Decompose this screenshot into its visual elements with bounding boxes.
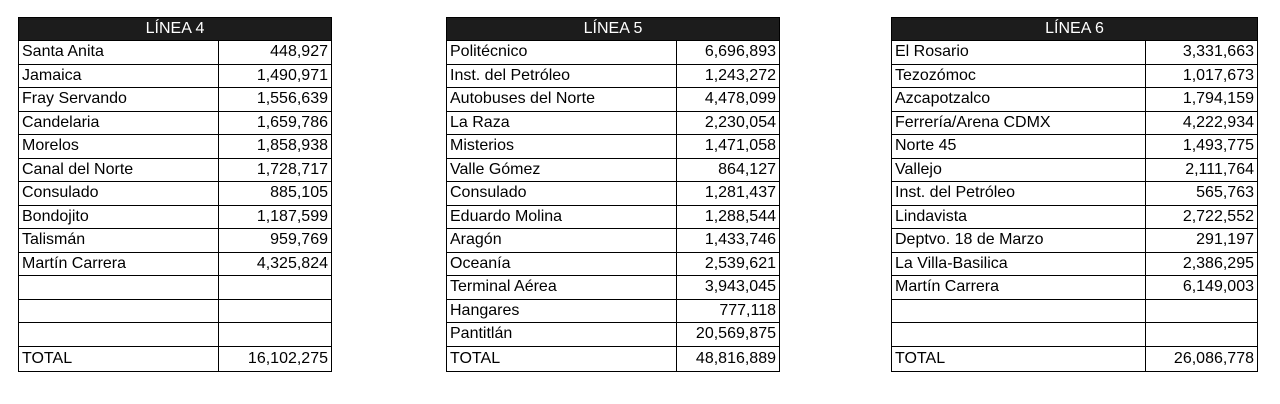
station-name	[19, 276, 219, 300]
ridership-value	[219, 323, 332, 347]
ridership-value: 864,127	[677, 158, 780, 182]
total-row	[892, 346, 1258, 371]
station-name: Bondojito	[19, 205, 219, 229]
ridership-value: 1,728,717	[219, 158, 332, 182]
table-row	[447, 276, 780, 300]
station-name: Talismán	[19, 229, 219, 253]
table-row	[447, 252, 780, 276]
ridership-value: 1,017,673	[1146, 64, 1258, 88]
total-label: TOTAL	[447, 346, 677, 371]
ridership-value: 1,471,058	[677, 135, 780, 159]
line-5-table	[446, 17, 780, 372]
station-name: La Raza	[447, 111, 677, 135]
station-name: Fray Servando	[19, 88, 219, 112]
ridership-value: 3,943,045	[677, 276, 780, 300]
station-name: Azcapotzalco	[892, 88, 1146, 112]
station-name: Lindavista	[892, 205, 1146, 229]
table-row	[447, 182, 780, 206]
ridership-value	[1146, 323, 1258, 347]
table-row	[892, 252, 1258, 276]
table-row	[892, 323, 1258, 347]
ridership-value: 1,659,786	[219, 111, 332, 135]
station-name: Terminal Aérea	[447, 276, 677, 300]
station-name: Martín Carrera	[892, 276, 1146, 300]
ridership-value	[219, 276, 332, 300]
table-row	[447, 111, 780, 135]
ridership-value: 885,105	[219, 182, 332, 206]
station-name: Valle Gómez	[447, 158, 677, 182]
station-name: Vallejo	[892, 158, 1146, 182]
line-4-table	[18, 17, 332, 372]
station-name	[892, 299, 1146, 323]
table-row	[19, 229, 332, 253]
table-row	[892, 205, 1258, 229]
station-name: Misterios	[447, 135, 677, 159]
ridership-value: 1,281,437	[677, 182, 780, 206]
table-row	[892, 88, 1258, 112]
table-row	[19, 135, 332, 159]
station-name: Candelaria	[19, 111, 219, 135]
ridership-value: 6,149,003	[1146, 276, 1258, 300]
table-row	[447, 41, 780, 65]
station-name: Inst. del Petróleo	[892, 182, 1146, 206]
total-row	[19, 346, 332, 371]
station-name: Pantitlán	[447, 323, 677, 347]
total-value: 48,816,889	[677, 346, 780, 371]
table-row	[447, 135, 780, 159]
station-name: Consulado	[447, 182, 677, 206]
ridership-value: 4,325,824	[219, 252, 332, 276]
ridership-value: 959,769	[219, 229, 332, 253]
station-name: Santa Anita	[19, 41, 219, 65]
table-row	[19, 88, 332, 112]
ridership-value: 2,386,295	[1146, 252, 1258, 276]
station-name: Eduardo Molina	[447, 205, 677, 229]
table-row	[892, 135, 1258, 159]
table-row	[19, 64, 332, 88]
station-name	[19, 323, 219, 347]
total-label: TOTAL	[19, 346, 219, 371]
ridership-value: 1,433,746	[677, 229, 780, 253]
table-row	[892, 64, 1258, 88]
ridership-value: 565,763	[1146, 182, 1258, 206]
line-6-table	[891, 17, 1258, 372]
station-name: Aragón	[447, 229, 677, 253]
table-row	[19, 323, 332, 347]
station-name: Consulado	[19, 182, 219, 206]
station-name: Politécnico	[447, 41, 677, 65]
ridership-value: 3,331,663	[1146, 41, 1258, 65]
ridership-value: 1,858,938	[219, 135, 332, 159]
total-value: 16,102,275	[219, 346, 332, 371]
station-name: Canal del Norte	[19, 158, 219, 182]
table-title: LÍNEA 6	[892, 18, 1258, 41]
table-row	[447, 229, 780, 253]
table-row	[19, 252, 332, 276]
ridership-value: 448,927	[219, 41, 332, 65]
station-name: Jamaica	[19, 64, 219, 88]
table-row	[892, 41, 1258, 65]
station-name	[19, 299, 219, 323]
station-name: Tezozómoc	[892, 64, 1146, 88]
table-row	[447, 64, 780, 88]
table-title: LÍNEA 5	[447, 18, 780, 41]
station-name: Deptvo. 18 de Marzo	[892, 229, 1146, 253]
table-row	[19, 276, 332, 300]
ridership-value: 2,111,764	[1146, 158, 1258, 182]
table-header-row	[19, 18, 332, 41]
table-row	[892, 276, 1258, 300]
ridership-value: 1,794,159	[1146, 88, 1258, 112]
station-name: Inst. del Petróleo	[447, 64, 677, 88]
ridership-value: 1,288,544	[677, 205, 780, 229]
total-value: 26,086,778	[1146, 346, 1258, 371]
ridership-value: 291,197	[1146, 229, 1258, 253]
table-header-row	[892, 18, 1258, 41]
station-name: Norte 45	[892, 135, 1146, 159]
ridership-value: 1,243,272	[677, 64, 780, 88]
table-row	[19, 41, 332, 65]
ridership-value: 4,222,934	[1146, 111, 1258, 135]
table-row	[447, 205, 780, 229]
ridership-value: 6,696,893	[677, 41, 780, 65]
ridership-value: 1,493,775	[1146, 135, 1258, 159]
total-label: TOTAL	[892, 346, 1146, 371]
table-row	[892, 182, 1258, 206]
station-name: Oceanía	[447, 252, 677, 276]
table-row	[19, 299, 332, 323]
table-row	[892, 229, 1258, 253]
ridership-value: 20,569,875	[677, 323, 780, 347]
table-header-row	[447, 18, 780, 41]
table-row	[892, 158, 1258, 182]
table-row	[19, 111, 332, 135]
ridership-value: 1,556,639	[219, 88, 332, 112]
table-row	[892, 111, 1258, 135]
table-row	[19, 182, 332, 206]
ridership-value: 1,187,599	[219, 205, 332, 229]
table-row	[447, 323, 780, 347]
ridership-value: 1,490,971	[219, 64, 332, 88]
station-name: Ferrería/Arena CDMX	[892, 111, 1146, 135]
table-title: LÍNEA 4	[19, 18, 332, 41]
ridership-value: 4,478,099	[677, 88, 780, 112]
table-row	[19, 205, 332, 229]
station-name: Hangares	[447, 299, 677, 323]
table-row	[19, 158, 332, 182]
total-row	[447, 346, 780, 371]
station-name: Martín Carrera	[19, 252, 219, 276]
station-name: El Rosario	[892, 41, 1146, 65]
table-row	[447, 158, 780, 182]
ridership-value	[219, 299, 332, 323]
station-name: La Villa-Basilica	[892, 252, 1146, 276]
ridership-value: 2,539,621	[677, 252, 780, 276]
table-row	[447, 299, 780, 323]
ridership-value: 2,230,054	[677, 111, 780, 135]
ridership-value: 2,722,552	[1146, 205, 1258, 229]
station-name: Morelos	[19, 135, 219, 159]
ridership-value	[1146, 299, 1258, 323]
ridership-value: 777,118	[677, 299, 780, 323]
station-name	[892, 323, 1146, 347]
table-row	[447, 88, 780, 112]
table-row	[892, 299, 1258, 323]
station-name: Autobuses del Norte	[447, 88, 677, 112]
